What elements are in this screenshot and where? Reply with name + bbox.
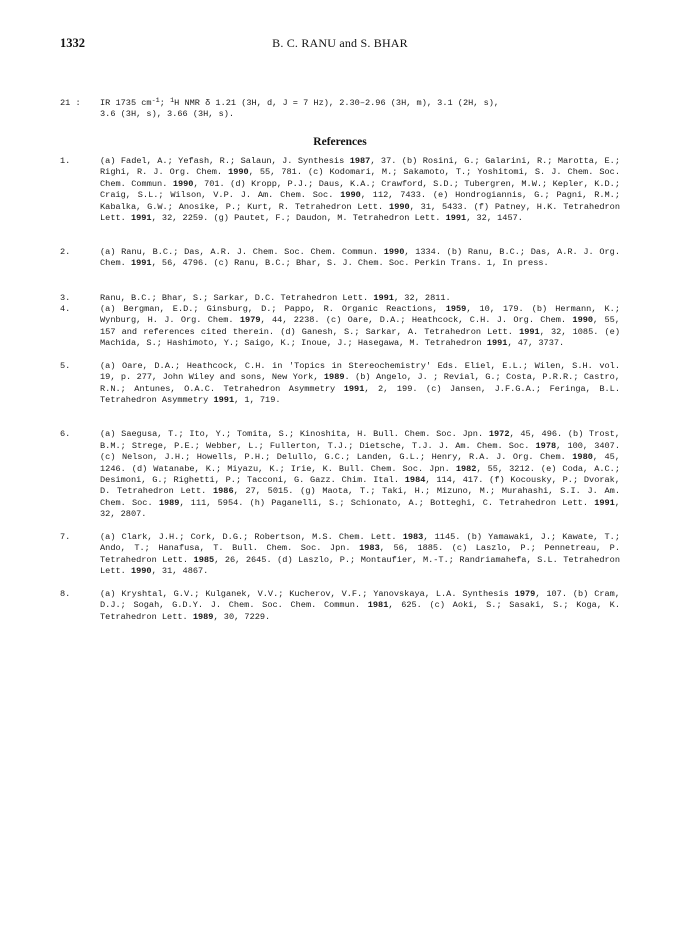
reference-segment: , 55, 157 and references cited therein. (d) Ganesh, S.; Sarkar, A. Tetrahedron Lett. (100, 315, 620, 337)
compound-label: 21 : (60, 98, 81, 108)
nmr-data: H NMR δ 1.21 (3H, d, J = 7 Hz), 2.30–2.96 (3H, m), 3.1 (2H, s), (174, 98, 500, 108)
reference-segment: (a) Saegusa, T.; Ito, Y.; Tomita, S.; Kinoshita, H. Bull. Chem. Soc. Jpn. (100, 429, 489, 440)
reference-item (60, 532, 620, 589)
spectral-line-1: IR 1735 $cm^{-1}$; $^1$H NMR δ 1.21 (3H, d, J = 7 Hz), 2.30–2.96 (3H, m), 3.1 (2H, s), (100, 97, 500, 108)
reference-year: 1990 (340, 190, 361, 201)
reference-number: 1. (60, 156, 71, 166)
reference-year: 1981 (367, 600, 389, 611)
reference-year: 1991 (130, 258, 152, 269)
reference-segment: , 625. (c) Aoki, S.; Sasaki, S.; Koga, K. Tetrahedron Lett. (100, 600, 620, 622)
reference-segment: , 47, 3737. (507, 338, 565, 349)
reference-number: 6. (60, 429, 71, 440)
reference-segment: , 114, 417. (f) Kocousky, P.; Dvorak, D. Tetrahedron Lett. (100, 475, 620, 497)
ir-exponent: -1 (151, 97, 160, 105)
page-number: 1332 (60, 36, 85, 50)
reference-segment: , 45, 1246. (d) Watanabe, K.; Miyazu, K.; Irie, K. Bull. Chem. Soc. Jpn. (100, 452, 620, 474)
reference-year: 1991 (486, 338, 508, 349)
reference-segment: , 56, 1885. (c) Laszlo, P.; Pennetreau, P. Tetrahedron Lett. (100, 543, 620, 565)
reference-year: 1980 (572, 452, 593, 463)
nmr-mass-number: 1 (170, 97, 175, 105)
reference-segment: Ranu, B.C.; Bhar, S.; Sarkar, D.C. Tetrahedron Lett. (100, 292, 374, 303)
reference-year: 1986 (212, 486, 234, 497)
reference-number: 4. (60, 303, 71, 314)
reference-year: 1991 (519, 326, 540, 337)
reference-year: 1985 (193, 554, 215, 565)
reference-text (100, 532, 620, 578)
reference-item (60, 429, 620, 532)
reference-year: 1979 (239, 315, 261, 326)
reference-number: 3. (60, 292, 71, 303)
reference-segment: , 44, 2238. (c) Oare, D.A.; Heathcock, C.H. J. Org. Chem. (260, 315, 573, 326)
reference-number: 2. (60, 247, 71, 257)
reference-year: 1991 (130, 213, 152, 224)
reference-year: 1991 (594, 497, 615, 508)
reference-year: 1989 (323, 372, 345, 383)
reference-year: 1984 (404, 475, 426, 485)
reference-item (60, 304, 620, 361)
reference-segment: , 27, 5015. (g) Maota, T.; Taki, H.; Mizuno, M.; Murahashi, S.I. J. Am. Chem. Soc. (100, 486, 620, 508)
reference-item (60, 361, 620, 429)
reference-segment: , 32, 2259. (g) Pautet, F.; Daudon, M. Tetrahedron Lett. (151, 213, 446, 224)
references-heading: References (313, 136, 367, 148)
reference-segment: , 112, 7433. (e) Hondrogiannis, G.; Pagni, R.M.; Kabalka, G.W.; Anosike, P.; Kurt, R. Tetrahedron Lett. (100, 190, 620, 212)
reference-segment: , 2, 199. (c) Jansen, J.F.G.A.; Feringa, B.L. Tetrahedron Asymmetry (100, 383, 620, 406)
reference-year: 1990 (389, 201, 410, 212)
reference-item (60, 589, 620, 623)
running-head: B. C. RANU and S. BHAR (272, 36, 408, 50)
reference-segment: , 1145. (b) Yamawaki, J.; Kawate, T.; Ando, T.; Hanafusa, T. Bull. Chem. Soc. Jpn. (100, 531, 620, 554)
reference-item (60, 293, 620, 304)
reference-segment: , 45, 496. (b) Trost, B.M.; Strege, P.E.; Webber, L.; Fullerton, T.J.; Dietsche, T.J. J. Am. Chem. Soc. (100, 429, 621, 451)
reference-segment: . (b) Angelo, J. ; Revial, G.; Costa, P.R.R.; Castro, R.N.; Antunes, O.A.C. Tetrahedron Asymmetry (100, 372, 620, 394)
reference-year: 1990 (172, 178, 194, 189)
reference-year: 1990 (572, 315, 594, 326)
reference-year: 1979 (514, 588, 536, 599)
reference-segment: , 30, 7229. (213, 611, 271, 622)
reference-segment: , 107. (b) Cram, D.J.; Sogah, G.D.Y. J. Chem. Soc. Chem. Commun. (100, 588, 621, 611)
reference-segment: , 31, 4867. (151, 566, 209, 577)
reference-segment: , 32, 1085. (e) Machida, S.; Hashimoto, Y.; Saigo, K.; Inoue, J.; Hasegawa, M. Tetrahedron (100, 326, 620, 349)
reference-year: 1991 (373, 292, 394, 303)
reference-year: 1987 (349, 156, 371, 166)
reference-year: 1989 (192, 611, 214, 622)
reference-text (100, 156, 620, 224)
reference-text (100, 589, 620, 623)
reference-year: 1972 (488, 429, 510, 440)
reference-text (100, 293, 620, 304)
reference-number: 7. (60, 531, 71, 542)
reference-text (100, 247, 620, 270)
reference-segment: , 111, 5954. (h) Paganelli, S.; Schionato, A.; Botteghi, C. Tetrahedron Lett. (179, 497, 595, 508)
reference-segment: (a) Kryshtal, G.V.; Kulganek, V.V.; Kucherov, V.F.; Yanovskaya, L.A. Synthesis (100, 588, 515, 599)
reference-segment: , 56, 4796. (c) Ranu, B.C.; Bhar, S. J. Chem. Soc. Perkin Trans. 1, In press. (151, 258, 549, 269)
reference-segment: (a) Oare, D.A.; Heathcock, C.H. in 'Topics in Stereochemistry' Eds. Eliel, E.L.; Wilen, S.H. vol. 19, p. 277, John Wiley and sons, New York, (100, 360, 620, 383)
reference-segment: , 10, 179. (b) Hermann, K.; Wynburg, H. J. Org. Chem. (100, 303, 620, 326)
reference-year: 1991 (445, 213, 467, 224)
reference-segment: , 701. (d) Kropp, P.J.; Daus, K.A.; Crawford, S.D.; Tubergren, M.W.; Kepler, K.D.; Craig, S.L.; Wilson, V.P. J. Am. Chem. Soc. (100, 178, 620, 201)
reference-segment: , 1334. (b) Ranu, B.C.; Das, A.R. J. Org. Chem. (100, 247, 620, 269)
reference-segment: , 32, 1457. (466, 213, 523, 224)
reference-year: 1982 (455, 463, 477, 474)
reference-year: 1990 (383, 247, 405, 257)
reference-segment: , 55, 3212. (e) Coda, A.C.; Desimoni, G.; Righetti, P.; Tacconi, G. Gazz. Chim. Ital. (100, 463, 620, 485)
reference-segment: , 32, 2807. (100, 497, 620, 520)
reference-segment: , 55, 781. (c) Kodomari, M.; Sakamoto, T.; Yoshitomi, S. J. Chem. Soc. Chem. Commun. (100, 167, 620, 189)
reference-text (100, 304, 620, 350)
reference-year: 1983 (402, 531, 424, 542)
reference-year: 1991 (213, 395, 235, 406)
reference-segment: , 32, 2811. (393, 292, 451, 303)
reference-segment: , 1, 719. (234, 395, 281, 406)
reference-year: 1989 (158, 497, 180, 508)
reference-number: 5. (60, 360, 71, 371)
reference-year: 1978 (535, 440, 557, 451)
reference-text (100, 361, 620, 407)
reference-segment: , 31, 5433. (f) Patney, H.K. Tetrahedron Lett. (100, 201, 620, 224)
reference-item (60, 156, 620, 247)
reference-segment: (a) Bergman, E.D.; Ginsburg, D.; Pappo, R. Organic Reactions, (100, 303, 446, 314)
reference-segment: (a) Ranu, B.C.; Das, A.R. J. Chem. Soc. Chem. Commun. (100, 247, 384, 257)
reference-number: 8. (60, 588, 71, 599)
reference-year: 1959 (445, 303, 467, 314)
spectral-line-2: 3.6 (3H, s), 3.66 (3H, s). (100, 109, 235, 120)
compound-data (100, 98, 620, 121)
reference-text (100, 429, 620, 520)
reference-year: 1990 (228, 167, 249, 178)
reference-segment: , 26, 2645. (d) Laszlo, P.; Montaufier, M.-T.; Randriamahefa, S.L. Tetrahedron Lett. (100, 554, 620, 577)
reference-year: 1990 (130, 566, 152, 577)
ir-data: IR 1735 cm (100, 98, 152, 108)
reference-item (60, 247, 620, 293)
reference-year: 1991 (343, 383, 365, 394)
reference-segment: , 37. (b) Rosini, G.; Galarini, R.; Marotta, E.; Righi, R. J. Org. Chem. (100, 156, 621, 178)
reference-segment: (a) Clark, J.H.; Cork, D.G.; Robertson, M.S. Chem. Lett. (100, 531, 403, 542)
reference-segment: , 100, 3407. (c) Nelson, J.H.; Howells, P.H.; Delullo, G.C.; Landen, G.L.; Henry, R.A. J. Org. Chem. (100, 440, 620, 463)
reference-segment: (a) Fadel, A.; Yefash, R.; Salaun, J. Synthesis (100, 156, 350, 166)
reference-list (60, 156, 620, 623)
reference-year: 1983 (359, 543, 380, 554)
